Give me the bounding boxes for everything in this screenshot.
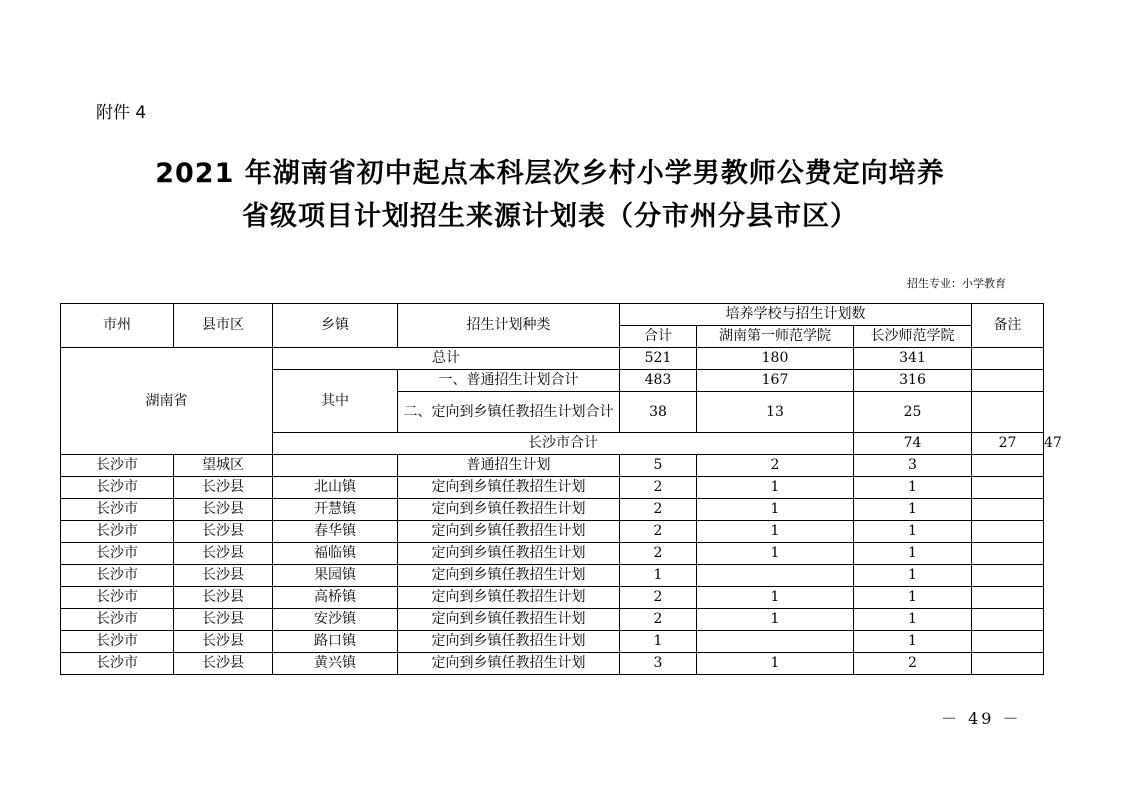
general-plan-school1: 167 <box>697 370 854 392</box>
province-name: 湖南省 <box>61 348 273 455</box>
cell-school1: 2 <box>697 455 854 477</box>
cell-remark <box>972 455 1044 477</box>
cell-plan: 定向到乡镇任教招生计划 <box>398 631 620 653</box>
table-row <box>61 477 1044 499</box>
province-total-school2: 341 <box>854 348 972 370</box>
cell-school1: 1 <box>697 587 854 609</box>
cell-county: 长沙县 <box>174 477 273 499</box>
cell-county: 长沙县 <box>174 653 273 675</box>
cell-remark <box>972 521 1044 543</box>
general-plan-label: 一、普通招生计划合计 <box>398 370 620 392</box>
province-total-row <box>61 348 1044 370</box>
cell-total: 2 <box>620 609 697 631</box>
cell-school2: 2 <box>854 653 972 675</box>
province-total-label: 总计 <box>273 348 620 370</box>
cell-school2: 1 <box>854 565 972 587</box>
cell-total: 1 <box>620 631 697 653</box>
cell-school1: 1 <box>697 499 854 521</box>
directed-plan-label: 二、定向到乡镇任教招生计划合计 <box>398 392 620 433</box>
page-title-line2: 省级项目计划招生来源计划表（分市州分县市区） <box>242 201 858 232</box>
cell-total: 2 <box>620 587 697 609</box>
table-row <box>61 565 1044 587</box>
cell-school1: 1 <box>697 521 854 543</box>
cell-remark <box>972 499 1044 521</box>
cell-plan: 定向到乡镇任教招生计划 <box>398 565 620 587</box>
cell-remark <box>972 631 1044 653</box>
table-row <box>61 653 1044 675</box>
cell-city: 长沙市 <box>61 543 174 565</box>
table-row <box>61 521 1044 543</box>
cell-county: 长沙县 <box>174 521 273 543</box>
table-body <box>61 304 1062 675</box>
cell-town: 开慧镇 <box>273 499 398 521</box>
cell-plan: 定向到乡镇任教招生计划 <box>398 477 620 499</box>
cell-remark <box>972 565 1044 587</box>
directed-plan-remark <box>972 392 1044 433</box>
header-remark: 备注 <box>972 304 1044 348</box>
cell-plan: 定向到乡镇任教招生计划 <box>398 587 620 609</box>
cell-school1: 1 <box>697 543 854 565</box>
cell-school2: 3 <box>854 455 972 477</box>
general-plan-sum: 483 <box>620 370 697 392</box>
header-city: 市州 <box>61 304 174 348</box>
cell-city: 长沙市 <box>61 565 174 587</box>
cell-remark <box>972 587 1044 609</box>
cell-school2: 1 <box>854 499 972 521</box>
cell-total: 2 <box>620 499 697 521</box>
general-plan-remark <box>972 370 1044 392</box>
cell-school1: 1 <box>697 609 854 631</box>
cell-town: 路口镇 <box>273 631 398 653</box>
province-total-sum: 521 <box>620 348 697 370</box>
table-row <box>61 631 1044 653</box>
cell-total: 5 <box>620 455 697 477</box>
table-row <box>61 609 1044 631</box>
cell-city: 长沙市 <box>61 653 174 675</box>
cell-plan: 定向到乡镇任教招生计划 <box>398 653 620 675</box>
cell-town: 北山镇 <box>273 477 398 499</box>
cell-plan: 普通招生计划 <box>398 455 620 477</box>
attachment-label: 附件 4 <box>96 103 147 123</box>
cell-county: 长沙县 <box>174 587 273 609</box>
header-row-1 <box>61 304 1044 326</box>
cell-city: 长沙市 <box>61 455 174 477</box>
header-county: 县市区 <box>174 304 273 348</box>
city-subtotal-school1: 27 <box>972 433 1044 455</box>
cell-remark <box>972 477 1044 499</box>
city-subtotal-row: 长沙市合计 74 27 47 <box>61 433 1044 455</box>
table-row <box>61 543 1044 565</box>
among-label: 其中 <box>273 370 398 433</box>
cell-town: 高桥镇 <box>273 587 398 609</box>
province-total-school1: 180 <box>697 348 854 370</box>
cell-school1: 1 <box>697 477 854 499</box>
cell-school2: 1 <box>854 609 972 631</box>
directed-plan-school2: 25 <box>854 392 972 433</box>
cell-city: 长沙市 <box>61 477 174 499</box>
major-note: 招生专业：小学教育 <box>907 277 1006 290</box>
header-total: 合计 <box>620 326 697 348</box>
cell-school2: 1 <box>854 521 972 543</box>
cell-town <box>273 455 398 477</box>
cell-plan: 定向到乡镇任教招生计划 <box>398 499 620 521</box>
cell-plan: 定向到乡镇任教招生计划 <box>398 543 620 565</box>
cell-city: 长沙市 <box>61 631 174 653</box>
cell-school2: 1 <box>854 477 972 499</box>
cell-plan: 定向到乡镇任教招生计划 <box>398 609 620 631</box>
cell-town: 安沙镇 <box>273 609 398 631</box>
cell-school1 <box>697 565 854 587</box>
province-total-remark <box>972 348 1044 370</box>
cell-city: 长沙市 <box>61 609 174 631</box>
cell-county: 望城区 <box>174 455 273 477</box>
directed-plan-sum: 38 <box>620 392 697 433</box>
cell-remark <box>972 609 1044 631</box>
cell-county: 长沙县 <box>174 565 273 587</box>
city-subtotal-sum: 74 <box>854 433 972 455</box>
table-row <box>61 587 1044 609</box>
table-row <box>61 499 1044 521</box>
cell-school1: 1 <box>697 653 854 675</box>
header-plan-type: 招生计划种类 <box>398 304 620 348</box>
cell-town: 春华镇 <box>273 521 398 543</box>
city-subtotal-label: 长沙市合计 <box>273 433 854 455</box>
cell-school2: 1 <box>854 543 972 565</box>
header-school1: 湖南第一师范学院 <box>697 326 854 348</box>
cell-city: 长沙市 <box>61 499 174 521</box>
page-title-line1: 2021 年湖南省初中起点本科层次乡村小学男教师公费定向培养 <box>155 158 945 189</box>
cell-plan: 定向到乡镇任教招生计划 <box>398 521 620 543</box>
cell-school2: 1 <box>854 631 972 653</box>
cell-county: 长沙县 <box>174 543 273 565</box>
cell-school2: 1 <box>854 587 972 609</box>
cell-total: 1 <box>620 565 697 587</box>
cell-total: 2 <box>620 521 697 543</box>
cell-total: 3 <box>620 653 697 675</box>
page-number: － 49 － <box>941 709 1022 728</box>
cell-county: 长沙县 <box>174 609 273 631</box>
cell-county: 长沙县 <box>174 499 273 521</box>
directed-plan-school1: 13 <box>697 392 854 433</box>
cell-school1 <box>697 631 854 653</box>
cell-total: 2 <box>620 543 697 565</box>
enrollment-plan-table <box>60 303 1062 675</box>
cell-remark <box>972 653 1044 675</box>
header-schools-group: 培养学校与招生计划数 <box>620 304 972 326</box>
general-plan-school2: 316 <box>854 370 972 392</box>
cell-city: 长沙市 <box>61 587 174 609</box>
header-town: 乡镇 <box>273 304 398 348</box>
cell-remark <box>972 543 1044 565</box>
cell-total: 2 <box>620 477 697 499</box>
cell-city: 长沙市 <box>61 521 174 543</box>
cell-town: 果园镇 <box>273 565 398 587</box>
cell-county: 长沙县 <box>174 631 273 653</box>
cell-town: 黄兴镇 <box>273 653 398 675</box>
table-row <box>61 455 1044 477</box>
cell-town: 福临镇 <box>273 543 398 565</box>
header-school2: 长沙师范学院 <box>854 326 972 348</box>
